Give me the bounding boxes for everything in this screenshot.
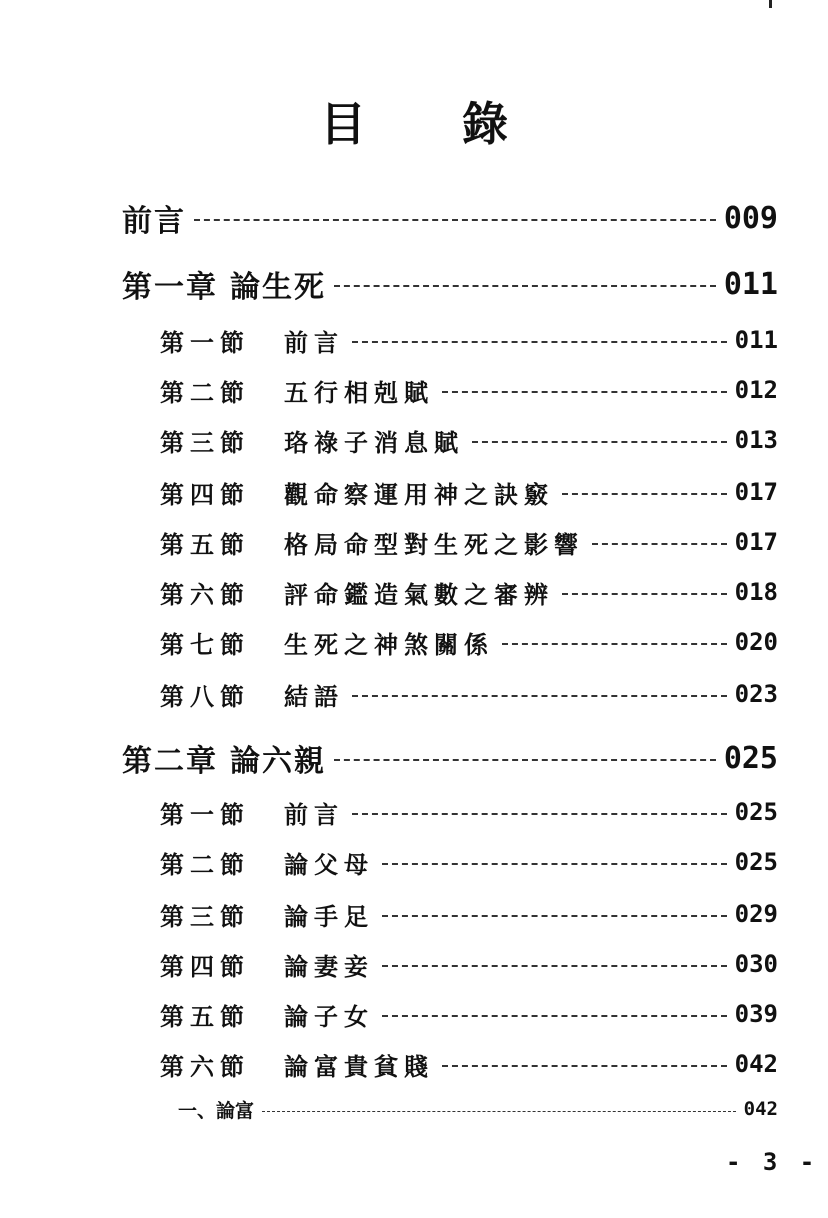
toc-entry [122,736,778,780]
toc-entry-number: 第一節 [160,799,250,829]
toc-entry [160,522,778,562]
toc-entry [160,944,778,984]
dotted-leader [442,1065,727,1067]
toc-entry [122,196,778,240]
toc-entry-number: 第一章 [122,270,218,305]
toc-entry-number: 第二節 [160,849,250,879]
page-title: 目 錄 [319,97,548,151]
toc-entry-page: 039 [734,1000,778,1028]
dotted-leader [562,593,727,595]
toc-entry-page: 012 [734,376,778,404]
toc-entry-label: 觀命察運用神之訣竅 [284,479,554,509]
toc-entry-page: 042 [734,1050,778,1078]
toc-entry [160,842,778,882]
toc-entry-label: 生死之神煞關係 [284,629,494,659]
toc-entry-number: 第三節 [160,427,250,457]
toc-entry-label: 論六親 [230,744,326,779]
toc-entry-number: 第四節 [160,479,250,509]
toc-entry-page: 042 [743,1098,778,1120]
dotted-leader [334,285,716,287]
toc-entry-page: 011 [723,266,778,302]
toc-entry [160,572,778,612]
toc-entry-number: 第八節 [160,681,250,711]
toc-entry-label: 五行相剋賦 [284,377,434,407]
toc-entry [160,674,778,714]
dotted-leader [352,813,727,815]
toc-entry-label: 前言 [122,204,186,239]
toc-entry-label: 前言 [284,799,344,829]
toc-entry [160,622,778,662]
dotted-leader [262,1111,736,1112]
dotted-leader [352,341,727,343]
dotted-leader [382,965,727,967]
toc-entry-page: 017 [734,478,778,506]
toc-entry-label: 論子女 [284,1001,374,1031]
toc-entry-label: 評命鑑造氣數之審辨 [284,579,554,609]
toc-entry-label: 論父母 [284,849,374,879]
toc-entry-page: 025 [723,740,778,776]
toc-entry-page: 018 [734,578,778,606]
toc-entry-number: 第五節 [160,1001,250,1031]
toc-entry-page: 013 [734,426,778,454]
toc-entry-number: 第五節 [160,529,250,559]
dotted-leader [194,219,716,221]
dotted-leader [592,543,727,545]
toc-entry-label: 論妻妾 [284,951,374,981]
toc-entry [160,472,778,512]
toc-entry [178,1094,778,1124]
toc-entry [160,370,778,410]
toc-entry-number: 第二章 [122,744,218,779]
dotted-leader [334,759,716,761]
toc-entry-page: 030 [734,950,778,978]
toc-entry-number: 第六節 [160,579,250,609]
toc-entry-number: 第二節 [160,377,250,407]
toc-entry-number: 第三節 [160,901,250,931]
toc-entry-label: 論手足 [284,901,374,931]
dotted-leader [382,863,727,865]
toc-entry [160,1044,778,1084]
toc-entry-label: 結語 [284,681,344,711]
toc-entry-number: 第七節 [160,629,250,659]
toc-entry-page: 023 [734,680,778,708]
toc-entry-number: 第六節 [160,1051,250,1081]
toc-entry [122,262,778,306]
toc-entry-page: 020 [734,628,778,656]
dotted-leader [562,493,727,495]
toc-entry-page: 025 [734,848,778,876]
toc-entry-number: 第一節 [160,327,250,357]
toc-entry-label: 珞祿子消息賦 [284,427,464,457]
dotted-leader [472,441,727,443]
toc-entry-label: 論富貴貧賤 [284,1051,434,1081]
toc-entry [160,894,778,934]
toc-entry-number: 第四節 [160,951,250,981]
dotted-leader [382,915,727,917]
toc-entry-label: 一、論富 [178,1099,255,1122]
toc-entry [160,792,778,832]
toc-entry-label: 論生死 [230,270,326,305]
toc-entry-page: 029 [734,900,778,928]
dotted-leader [352,695,727,697]
page-number: - 3 - [726,1148,819,1176]
toc-entry-page: 011 [734,326,778,354]
toc-entry-page: 009 [723,200,778,236]
toc-entry-label: 前言 [284,327,344,357]
toc-entry [160,320,778,360]
toc-entry [160,420,778,460]
toc-entry-label: 格局命型對生死之影響 [284,529,584,559]
toc-entry [160,994,778,1034]
dotted-leader [382,1015,727,1017]
toc-entry-page: 017 [734,528,778,556]
dotted-leader [442,391,727,393]
toc-entry-page: 025 [734,798,778,826]
dotted-leader [502,643,727,645]
